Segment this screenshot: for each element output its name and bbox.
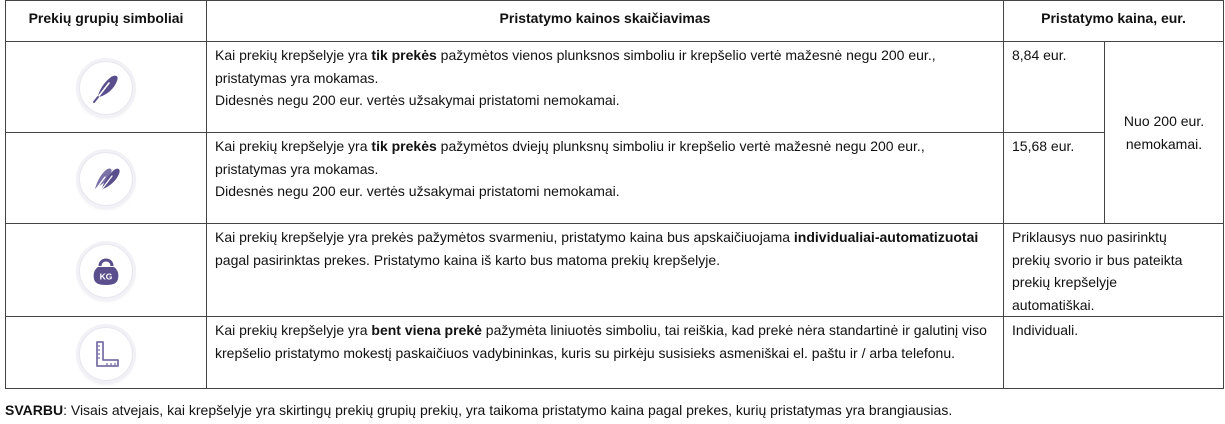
kettlebell-kg-icon (79, 244, 133, 298)
feather-icon (79, 61, 133, 115)
rule-description: Kai prekių krepšelyje yra tik prekės pažymėtos dviejų plunksnų simboliu ir krepšelio vertė mažesnė negu 200 eur., pristatymas yra mokamas. Didesnės negu 200 eur. vertės užsakymai pristatomi nemokamai. (207, 133, 1004, 224)
double-feather-icon (79, 152, 133, 206)
ruler-icon (79, 327, 133, 381)
svg-text:KG: KG (99, 271, 113, 282)
header-calculation: Pristatymo kainos skaičiavimas (207, 1, 1004, 42)
note-label: SVARBU (5, 402, 64, 418)
table-row (6, 133, 1224, 224)
table-row (6, 42, 1224, 133)
symbol-cell (6, 224, 207, 317)
delivery-pricing-page (5, 0, 1223, 389)
free-delivery-cell: Nuo 200 eur. nemokamai. (1105, 42, 1224, 224)
rule-description: Kai prekių krepšelyje yra bent viena prekė pažymėta liniuotės simboliu, tai reiškia, kad prekė nėra standartinė ir galutinį viso krepšelio pristatymo mokestį paskaičiuos vadybininkas, kuris su pirkėju susisieks asmeniškai el. paštu ir / arba telefonu. (207, 317, 1004, 389)
header-row (6, 1, 1224, 42)
header-price: Pristatymo kaina, eur. (1004, 1, 1224, 42)
table-row (6, 224, 1224, 317)
delivery-pricing-table (5, 0, 1224, 389)
rule-description: Kai prekių krepšelyje yra tik prekės pažymėtos vienos plunksnos simboliu ir krepšelio vertė mažesnė negu 200 eur., pristatymas yra mokamas. Didesnės negu 200 eur. vertės užsakymai pristatomi nemokamai. (207, 42, 1004, 133)
header-symbols: Prekių grupių simboliai (6, 1, 207, 42)
price-cell: Priklausys nuo pasirinktų prekių svorio ir bus pateikta prekių krepšelyje automatiškai. (1004, 224, 1224, 317)
symbol-cell (6, 42, 207, 133)
symbol-cell (6, 317, 207, 389)
note-text: : Visais atvejais, kai krepšelyje yra skirtingų prekių grupių prekių, yra taikoma pristatymo kaina pagal prekes, kurių pristatymas yra brangiausias. (63, 402, 953, 418)
symbol-cell (6, 133, 207, 224)
rule-description: Kai prekių krepšelyje yra prekės pažymėtos svarmeniu, pristatymo kaina bus apskaičiuojama individualiai-automatizuotai pagal pasirinktas prekes. Pristatymo kaina iš karto bus matoma prekių krepšelyje. (207, 224, 1004, 317)
important-note (5, 402, 952, 418)
table-row (6, 317, 1224, 389)
price-cell: Individuali. (1004, 317, 1224, 389)
price-cell: 8,84 eur. (1004, 42, 1105, 133)
price-cell: 15,68 eur. (1004, 133, 1105, 224)
